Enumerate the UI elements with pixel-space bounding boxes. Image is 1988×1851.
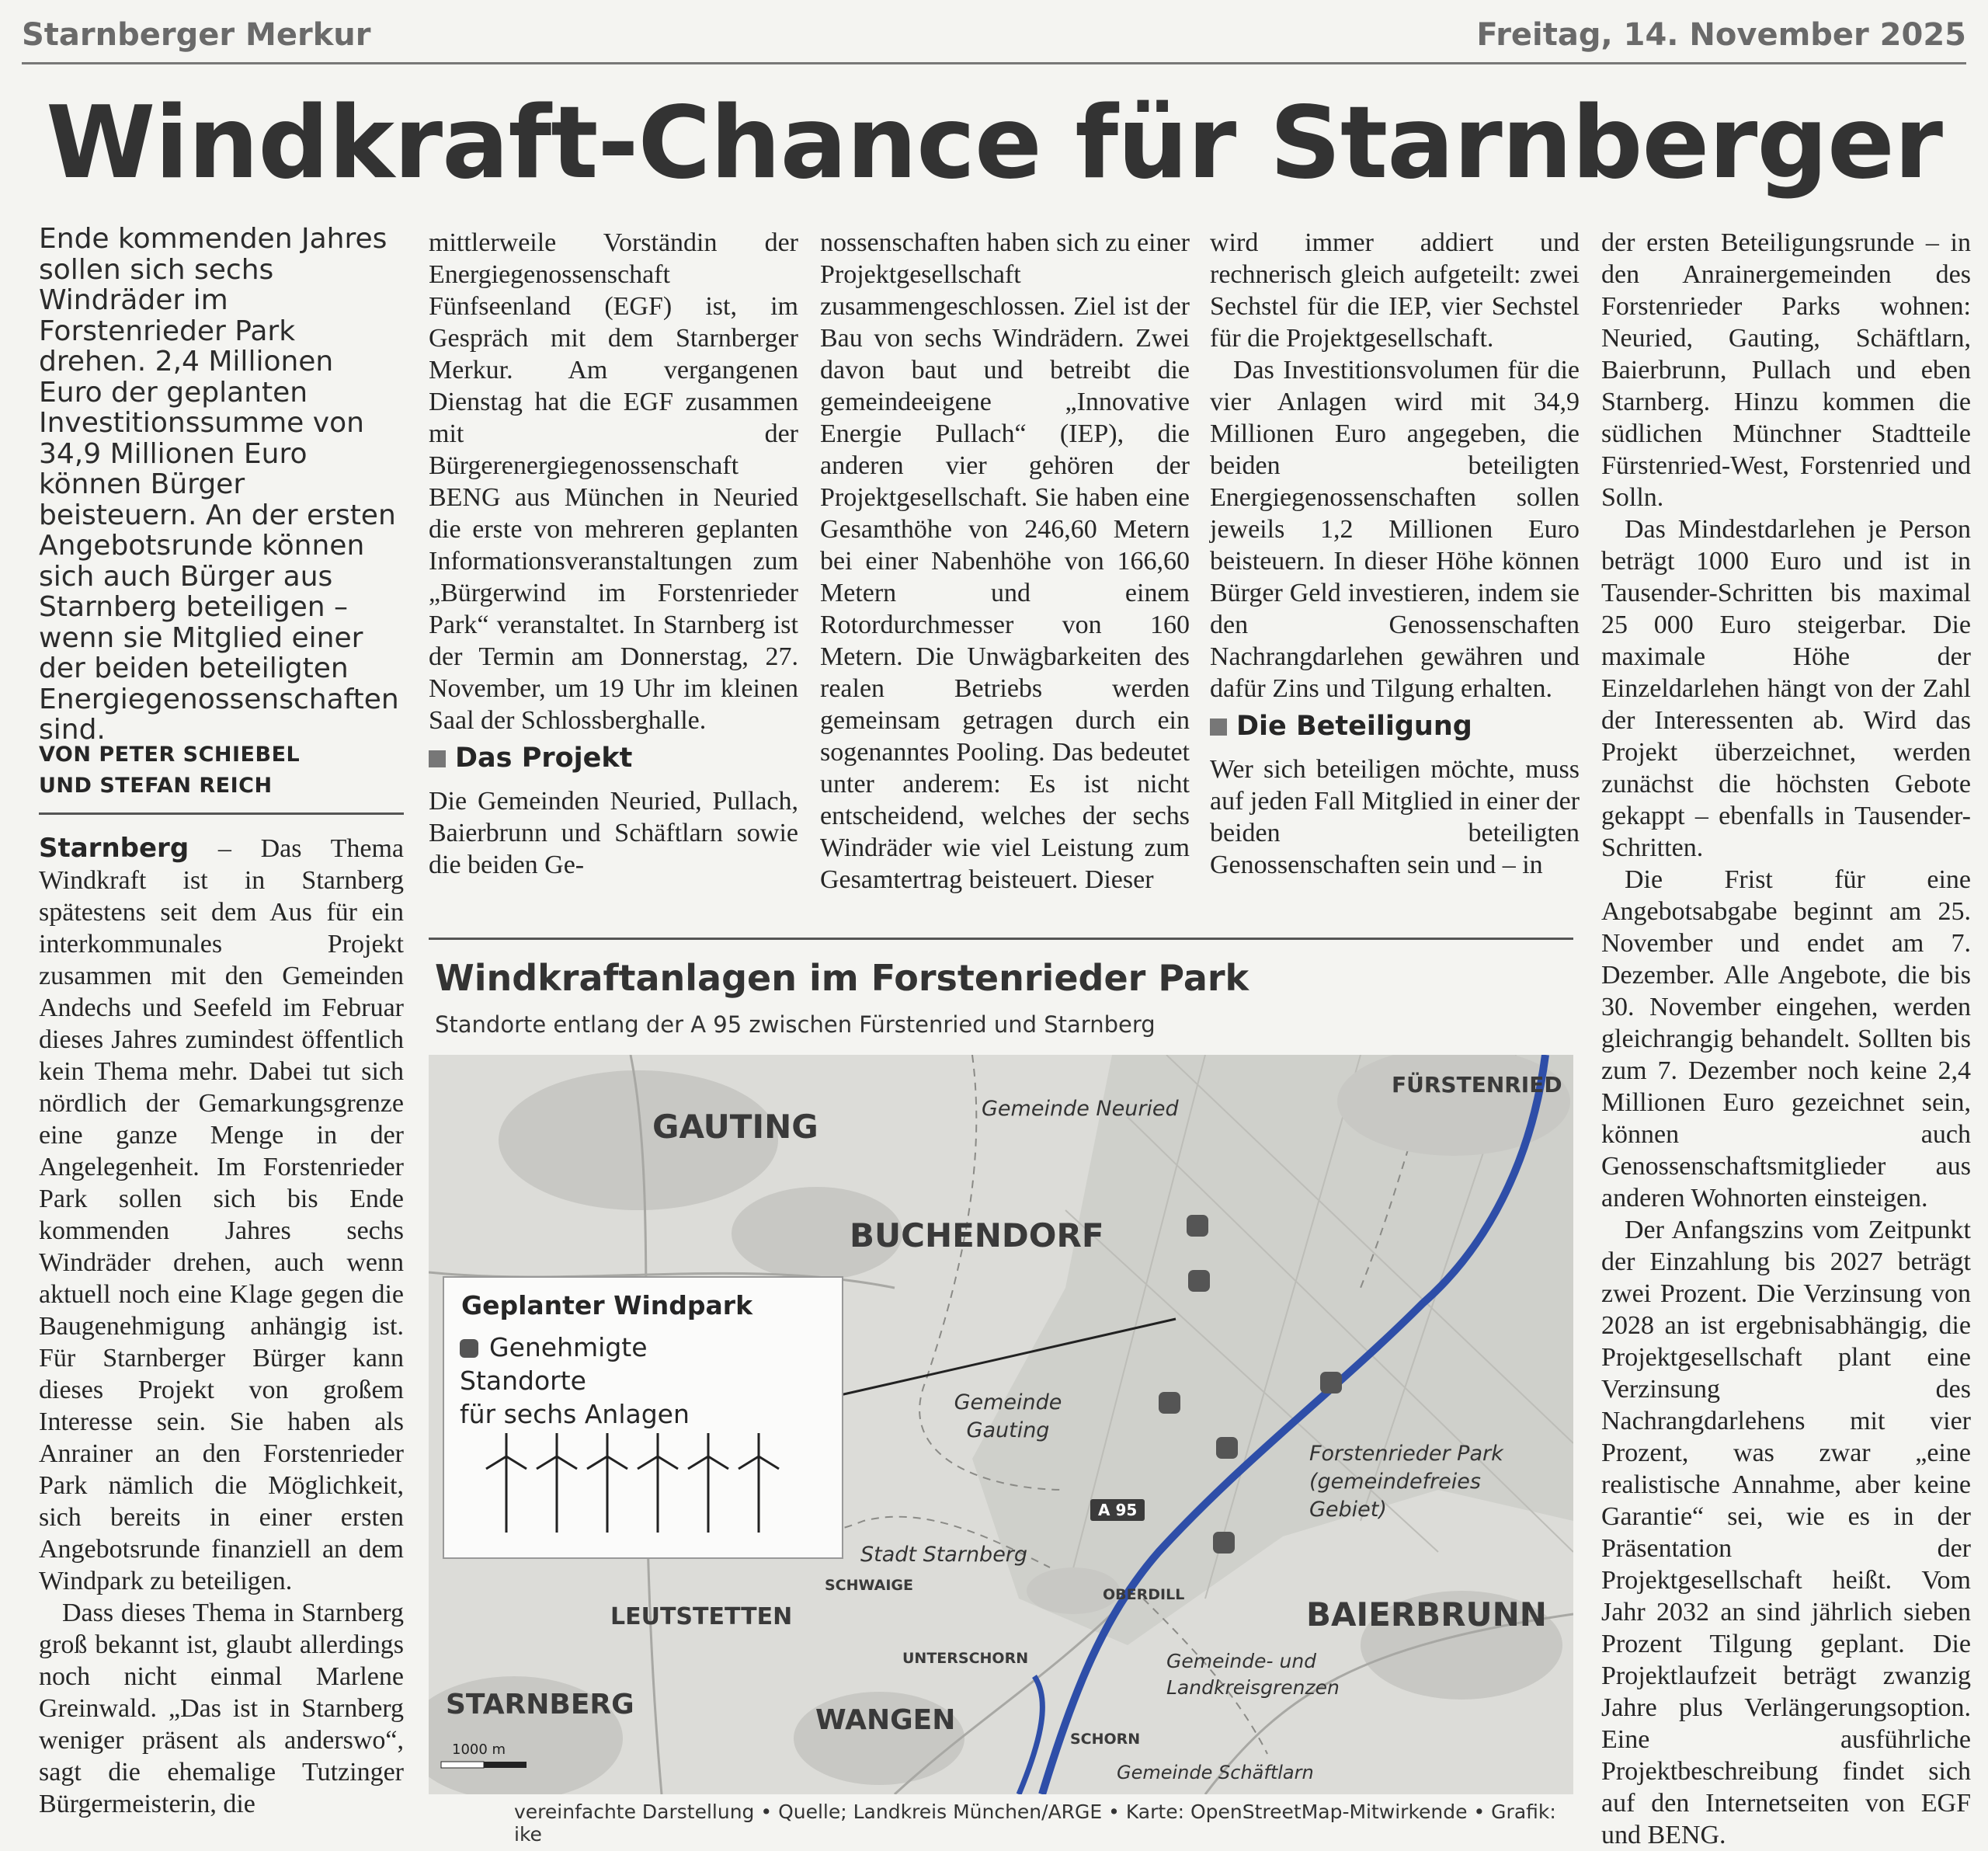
col5-paragraph-4: Der Anfangszins vom Zeitpunkt der Einzahlung bis 2027 beträgt zwei Prozent. Die Verzinsung von 2028 an ist ergebnisabhängig, die Projektgesellschaft plant eine Verzinsung des Nachrangdarlehens mit vier Prozent, was zwar „eine realistische Annahme, aber keine Garantie“ sei, wie es in der Präsentation der Projektgesellschaft heißt. Vom Jahr 2032 an sind jährlich sieben Prozent Tilgung geplant. Die Projektlaufzeit beträgt zwanzig Jahre plus Verlängerungsoption. Eine ausführliche Projektbeschreibung findet sich auf den Internetseiten von EGF und BENG. [1601, 1216, 1971, 1849]
label-line: Gauting [966, 1418, 1050, 1442]
label-gauting: GAUTING [652, 1108, 818, 1146]
subhead-text: Die Beteiligung [1236, 711, 1472, 742]
label-schwaige: SCHWAIGE [825, 1577, 913, 1594]
col5-paragraph-3: Die Frist für eine Angebotsabgabe beginnt am 25. November und endet am 7. Dezember. Alle Angebote, die bis 30. November eingehen, werden gleichrangig behandelt. Sollten bis zum 7. Dezember noch keine 2,4 Millionen Euro gezeichnet sein, können auch Genossenschaftsmitglieder aus anderen Wohnorten einsteigen. [1601, 865, 1971, 1213]
scale-label: 1000 m [452, 1741, 506, 1758]
label-gemeinde-neuried: Gemeinde Neuried [982, 1097, 1179, 1121]
legend-description [460, 1331, 690, 1431]
label-schorn: SCHORN [1070, 1731, 1141, 1748]
turbine-site-marker [1188, 1270, 1210, 1292]
label-buchendorf: BUCHENDORF [850, 1216, 1104, 1254]
newspaper-name: Starnberger Merkur [22, 17, 371, 53]
byline-line-2: UND STEFAN REICH [39, 774, 273, 798]
byline-line-1: VON PETER SCHIEBEL [39, 743, 301, 767]
legend-title: Geplanter Windpark [461, 1290, 753, 1320]
turbine-site-marker [1159, 1392, 1180, 1414]
col4-paragraph-1: wird immer addiert und rechnerisch gleich aufgeteilt: zwei Sechstel für die IEP, vier Sechstel für die Projektgesellschaft. [1210, 228, 1580, 353]
col5-paragraph-1: der ersten Beteiligungsrunde – in den Anrainergemeinden des Forstenrieder Parks wohnen: Neuried, Gauting, Schäftlarn, Baierbrunn, Pullach und eben Starnberg. Hinzu kommen die südlichen Münchner Stadtteile Fürstenried-West, Forstenried und Solln. [1601, 228, 1971, 512]
map-legend [443, 1276, 843, 1559]
square-bullet-icon [1210, 718, 1227, 736]
label-gemeinde-gauting [930, 1389, 1086, 1445]
label-line: Gebiet) [1309, 1498, 1387, 1522]
col4-paragraph-3: Wer sich beteiligen möchte, muss auf jeden Fall Mitglied in einer der beiden beteiligten Genossenschaften sein und – in [1210, 755, 1580, 879]
col1-paragraph-1 [39, 833, 404, 1597]
label-line: Gemeinde [954, 1390, 1062, 1414]
scale-bar [441, 1762, 527, 1768]
map-graphic [429, 938, 1573, 1846]
graphic-subtitle: Standorte entlang der A 95 zwischen Fürstenried und Starnberg [435, 1011, 1156, 1038]
col1-text-1: – Das Thema Windkraft ist in Starnberg spätestens seit dem Aus für ein interkommunales Projekt zusammen mit den Gemeinden Andechs und Seefeld im Februar dieses Jahres zumindest öffentlich kein Thema mehr. Dabei tut sich nördlich der Gemarkungsgrenze eine ganze Menge in der Angelegenheit. Im Forstenrieder Park sollen sich bis Ende kommenden Jahres sechs Windräder drehen, auch wenn aktuell noch eine Klage gegen die Baugenehmigung anhängig ist. Für Starnberger Bürger kann dieses Projekt von großem Interesse sein. Sie haben als Anrainer an den Forstenrieder Park nämlich die Möglichkeit, sich bereits in einer ersten Angebotsrunde finanziell an dem Windpark zu beteiligen. [39, 834, 404, 1595]
label-line: Landkreisgrenzen [1166, 1676, 1340, 1699]
a95-shield: A 95 [1090, 1499, 1145, 1521]
label-gemeinde-schaeftlarn: Gemeinde Schäftlarn [1117, 1762, 1314, 1783]
label-stadt-starnberg: Stadt Starnberg [860, 1543, 1028, 1567]
graphic-title: Windkraftanlagen im Forstenrieder Park [435, 957, 1249, 999]
label-fuerstenried: FÜRSTENRIED [1392, 1072, 1562, 1098]
map [429, 1055, 1573, 1794]
col4-paragraph-2: Das Investitionsvolumen für die vier Anlagen wird mit 34,9 Millionen Euro angegeben, die beiden beteiligten Energiegenossenschaften sollen jeweils 1,2 Millionen Euro beisteuern. In dieser Höhe können Bürger Geld investieren, indem sie den Genossenschaften Nachrangdarlehen gewähren und dafür Zins und Tilgung erhalten. [1210, 356, 1580, 703]
label-starnberg: STARNBERG [446, 1689, 634, 1721]
col3-paragraph-1: nossenschaften haben sich zu einer Projektgesellschaft zusammengeschlossen. Ziel ist der Bau von sechs Windrädern. Zwei davon baut und betreibt die gemeindeeigene „Innovative Energie Pullach“ (IEP), die anderen vier gehören der Projektgesellschaft. Sie haben eine Gesamthöhe von 246,60 Metern bei einer Nabenhöhe von 166,60 Metern und einem Rotordurchmesser von 160 Metern. Die Unwägbarkeiten des realen Betriebs werden gemeinsam getragen durch ein sogenanntes Pooling. Das bedeutet unter anderem: Es ist nicht entscheidend, welches der sechs Windräder wie viel Leistung zum Gesamtertrag beisteuert. Dieser [820, 228, 1190, 894]
col1-paragraph-2: Dass dieses Thema in Starnberg groß bekannt ist, glaubt allerdings noch nicht einmal Marlene Greinwald. „Das ist in Starnberg weniger präsent als anderswo“, sagt die ehemalige Tutzinger Bürgermeisterin, die [39, 1599, 404, 1818]
issue-date: Freitag, 14. November 2025 [1476, 17, 1966, 53]
turbine-site-marker [1320, 1372, 1342, 1393]
col2-paragraph-2: Die Gemeinden Neuried, Pullach, Baierbrunn und Schäftlarn sowie die beiden Ge- [429, 787, 798, 879]
col2-paragraph-1: mittlerweile Vorständin der Energiegenossenschaft Fünfseenland (EGF) ist, im Gespräch mit dem Starnberger Merkur. Am vergangenen Dienstag hat die EGF zusammen mit der Bürgerenergiegenossenschaft BENG aus München in Neuried die erste von mehreren geplanten Informationsveranstaltungen zum „Bürgerwind im Forstenrieder Park“ veranstaltet. In Starnberg ist der Termin am Donnerstag, 27. November, um 19 Uhr im kleinen Saal der Schlossberghalle. [429, 228, 798, 735]
label-line: (gemeindefreies [1309, 1470, 1481, 1494]
legend-line: Standorte [460, 1366, 586, 1396]
label-grenzen [1166, 1648, 1340, 1701]
byline [39, 739, 404, 815]
label-line: Forstenrieder Park [1309, 1442, 1503, 1466]
legend-line: für sechs Anlagen [460, 1399, 690, 1429]
subhead-text: Das Projekt [455, 743, 633, 774]
label-wangen: WANGEN [815, 1704, 956, 1736]
lead-paragraph: Ende kommenden Jahres sollen sich sechs Windräder im Forstenrieder Park drehen. 2,4 Millionen Euro der geplanten Investitionssumme von 34,9 Millionen Euro können Bürger beisteuern. An der ersten Angebotsrunde können sich auch Bürger aus Starnberg beteiligen – wenn sie Mitglied einer der beiden beteiligten Energiegenossenschaften sind. [39, 223, 399, 746]
article-column-2 [429, 227, 798, 881]
col5-paragraph-2: Das Mindestdarlehen je Person beträgt 1000 Euro und ist in Tausender-Schritten bis maximal 25 000 Euro steigerbar. Die maximale Höhe der Einzeldarlehen hängt von der Zahl der Interessenten ab. Wird das Projekt überzeichnet, werden zunächst die höchsten Gebote gekappt – ebenfalls in Tausender-Schritten. [1601, 515, 1971, 862]
turbine-site-marker [1216, 1437, 1238, 1459]
article-column-4 [1210, 227, 1580, 881]
graphic-credits: vereinfachte Darstellung • Quelle; Landkreis München/ARGE • Karte: OpenStreetMap-Mitwirkende • Grafik: ike [514, 1801, 1556, 1846]
turbine-site-marker [1213, 1532, 1235, 1554]
square-bullet-icon [429, 750, 446, 767]
legend-line: Genehmigte [489, 1332, 648, 1362]
turbine-site-marker [1187, 1215, 1208, 1237]
wind-turbines-icon [475, 1433, 801, 1534]
subhead-das-projekt [429, 743, 798, 774]
article-column-5 [1601, 227, 1971, 1851]
turbine-site-marker-icon [460, 1339, 478, 1358]
label-forstenrieder-park [1309, 1440, 1503, 1524]
label-unterschorn: UNTERSCHORN [902, 1650, 1029, 1667]
article-column-1 [39, 833, 404, 1820]
dateline-place: Starnberg [39, 833, 189, 864]
masthead [22, 14, 1966, 64]
headline: Windkraft-Chance für Starnberger [46, 85, 1942, 201]
label-oberdill: OBERDILL [1103, 1586, 1185, 1603]
label-leutstetten: LEUTSTETTEN [610, 1603, 793, 1630]
article-column-3 [820, 227, 1190, 896]
label-line: Gemeinde- und [1166, 1650, 1317, 1672]
label-baierbrunn: BAIERBRUNN [1306, 1595, 1547, 1634]
subhead-die-beteiligung [1210, 711, 1580, 743]
